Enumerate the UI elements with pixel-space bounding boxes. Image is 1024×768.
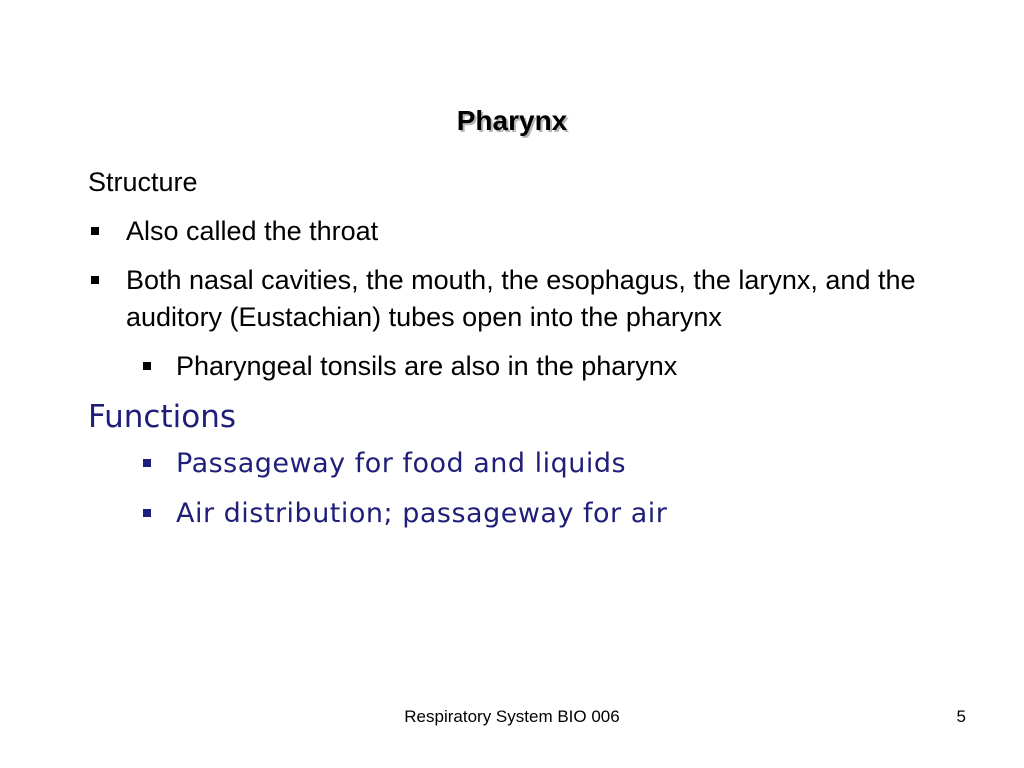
- sub-list-item: [88, 348, 948, 385]
- square-bullet-icon: [91, 227, 99, 235]
- slide-title: Pharynx: [456, 105, 568, 136]
- function-text: Air distribution; passageway for air: [176, 498, 668, 529]
- square-bullet-icon: [143, 362, 151, 370]
- sub-list-item: [88, 495, 948, 533]
- footer-text: Respiratory System BIO 006: [404, 707, 620, 726]
- sub-list-item: [88, 445, 948, 483]
- bullet-text: Both nasal cavities, the mouth, the esophagus, the larynx, and the auditory (Eustachian) tubes open into the pharynx: [126, 265, 916, 332]
- functions-section: [88, 397, 948, 533]
- list-item: [88, 262, 948, 336]
- square-bullet-icon: [143, 509, 151, 517]
- list-item: [88, 213, 948, 250]
- structure-heading: Structure: [88, 167, 198, 197]
- functions-heading: Functions: [88, 399, 237, 435]
- bullet-text: Also called the throat: [126, 216, 379, 246]
- page-number: 5: [956, 707, 966, 726]
- sub-bullet-text: Pharyngeal tonsils are also in the pharynx: [176, 351, 678, 381]
- square-bullet-icon: [91, 276, 99, 284]
- function-text: Passageway for food and liquids: [176, 448, 627, 479]
- square-bullet-icon: [143, 459, 151, 467]
- slide-body: [88, 164, 948, 545]
